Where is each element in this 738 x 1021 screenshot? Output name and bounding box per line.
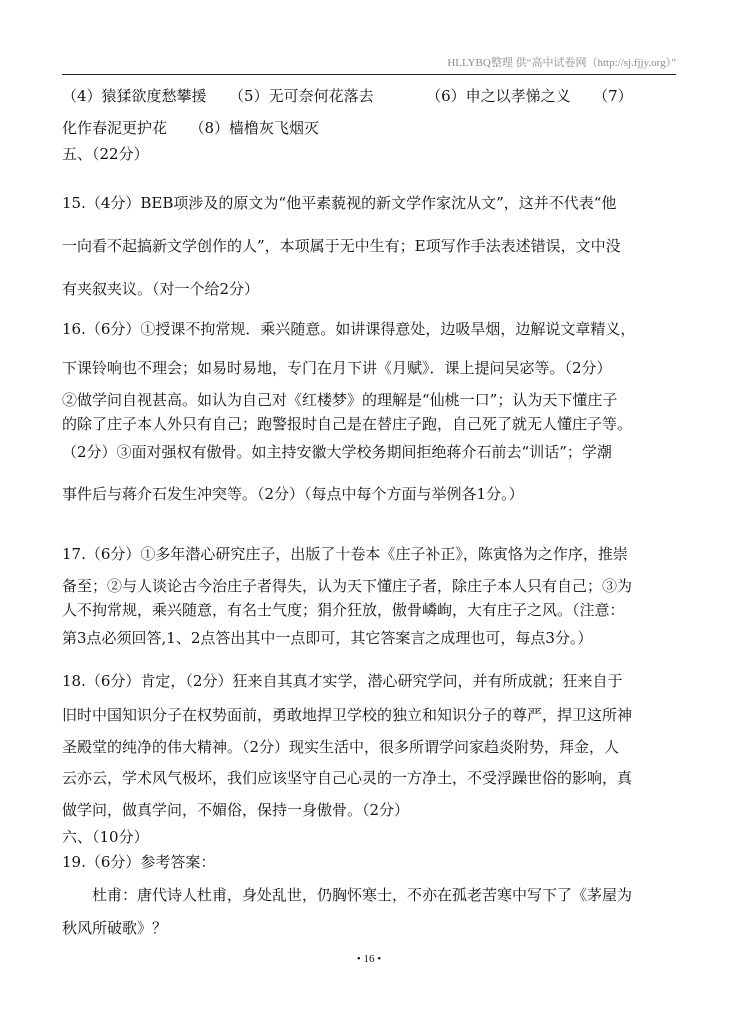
answer-line: 旧时中国知识分子在权势面前，勇敢地捍卫学校的独立和知识分子的尊严，捍卫这所神	[62, 706, 633, 724]
section-heading: 六、（10分）	[62, 828, 149, 846]
answer-line: （4）猿猱欲度愁攀援 （5）无可奈何花落去 （6）申之以孝悌之义 （7）	[62, 87, 633, 105]
header-source-text: HLLYBQ整理 供“高中试卷网（http://sj.fjjy.org）”	[447, 57, 676, 69]
answer-line: 做学问，做真学问，不媚俗，保持一身傲骨。（2分）	[62, 801, 410, 819]
page-header	[62, 50, 676, 75]
answer-line: 有夹叙夹议。（对一个给2分）	[62, 280, 260, 298]
answer-line: 15.（4分）BEB项涉及的原文为“他平素藐视的新文学作家沈从文”，这并不代表“他	[62, 194, 617, 212]
answer-line: 第3点必须回答,1、2点答出其中一点即可，其它答案言之成理也可，每点3分。）	[62, 629, 593, 647]
answer-line: 19.（6分）参考答案：	[62, 853, 216, 871]
answer-line: 圣殿堂的纯净的伟大精神。（2分）现实生活中，很多所谓学问家趋炎附势，拜金，人	[62, 738, 620, 756]
answer-line: 化作春泥更护花 （8）樯橹灰飞烟灭	[62, 119, 320, 137]
answer-line: 16.（6分）①授课不拘常规．乘兴随意。如讲课得意处，边吸旱烟，边解说文章精义，	[62, 320, 636, 338]
section-heading: 五、（22分）	[62, 145, 149, 163]
answer-line: 18.（6分）肯定，（2分）狂来自其真才实学，潜心研究学问，并有所成就；狂来自于	[62, 672, 623, 690]
answer-line: 人不拘常规，乘兴随意，有名士气度；狷介狂放，傲骨嶙峋，大有庄子之风。（注意：	[62, 601, 625, 619]
answer-line: 17.（6分）①多年潜心研究庄子，出版了十卷本《庄子补正》，陈寅恪为之作序，推崇	[62, 545, 628, 563]
answer-line: （2分）③面对强权有傲骨。如主持安徽大学校务期间拒绝蒋介石前去“训话”；学潮	[62, 443, 612, 461]
answer-line: 事件后与蒋介石发生冲突等。（2分）（每点中每个方面与举例各1分。）	[62, 485, 524, 503]
page-number: • 16 •	[356, 953, 382, 965]
answer-line: 下课铃响也不理会；如易时易地，专门在月下讲《月赋》．课上提问吴宓等。（2分）	[62, 359, 612, 377]
answer-line: 云亦云，学术风气极坏，我们应该坚守自己心灵的一方净土，不受浮躁世俗的影响，真	[62, 769, 633, 787]
answer-line: 秋风所破歌》？	[62, 919, 168, 937]
answer-line: 备至；②与人谈论古今治庄子者得失，认为天下懂庄子者，除庄子本人只有自己；③为	[62, 577, 633, 595]
answer-line: ②做学问自视甚高。如认为自己对《红楼梦》的理解是“仙桃一口”；认为天下懂庄子	[62, 391, 618, 409]
answer-line: 的除了庄子本人外只有自己；跑警报时自己是在替庄子跑，自己死了就无人懂庄子等。	[62, 415, 633, 433]
answer-line: 杜甫：唐代诗人杜甫，身处乱世，仍胸怀寒士，不亦在孤老苦寒中写下了《茅屋为	[62, 886, 633, 904]
answer-line: 一向看不起搞新文学创作的人”，本项属于无中生有；E项写作手法表述错误，文中没	[62, 237, 621, 255]
